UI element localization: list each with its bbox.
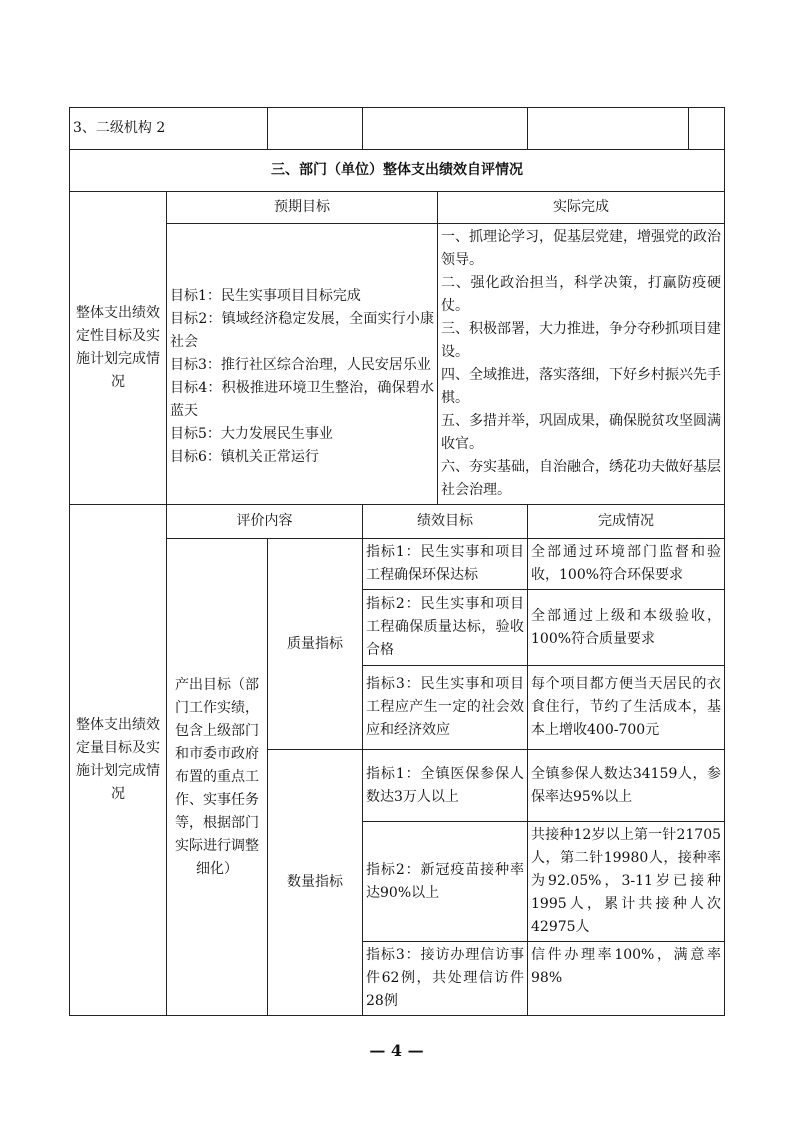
- section-title: 三、部门（单位）整体支出绩效自评情况: [70, 150, 725, 192]
- quality-goal: 指标2：民生实事和项目工程确保质量达标，验收合格: [363, 590, 528, 666]
- quantitative-header-row: [70, 505, 725, 539]
- actual-item: 二、强化政治担当，科学决策，打赢防疫硬仗。: [441, 275, 722, 314]
- page-number: — 4 —: [369, 1041, 424, 1060]
- quantity-status: 共接种12岁以上第一针21705人，第二针19980人，接种率为92.05%，3-11岁已接种1995人，累计共接种人次42975人: [528, 822, 725, 942]
- quantity-goal: 指标2：新冠疫苗接种率达90%以上: [363, 822, 528, 942]
- secondary-org-row: [70, 108, 725, 150]
- quality-status: 全部通过环境部门监督和验收，100%符合环保要求: [528, 539, 725, 590]
- output-goal-label: 产出目标（部门工作实绩，包含上级部门和市委市政府布置的重点工作、实事任务等，根据部门实际进行调整细化）: [167, 539, 268, 1016]
- quantitative-row-label: 整体支出绩效定量目标及实施计划完成情况: [70, 505, 167, 1016]
- actual-completion-cell: [438, 224, 725, 505]
- actual-item: 六、夯实基础，自治融合，绣花功夫做好基层社会治理。: [441, 459, 722, 498]
- quantity-goal: 指标3：接访办理信访事件62例，共处理信访件28例: [363, 942, 528, 1016]
- actual-item: 五、多措并举，巩固成果，确保脱贫攻坚圆满收官。: [441, 413, 722, 452]
- quality-row: [70, 539, 725, 590]
- quantity-status: 信件办理率100%，满意率98%: [528, 942, 725, 1016]
- expected-goal-item: 目标5：大力发展民生事业: [170, 426, 333, 442]
- empty-cell: [689, 108, 725, 150]
- secondary-org-label: 3、二级机构 2: [70, 108, 268, 150]
- expected-goal-item: 目标3：推行社区综合治理，人民安居乐业: [170, 357, 431, 373]
- expected-goal-header: 预期目标: [167, 192, 438, 224]
- eval-content-header: 评价内容: [167, 505, 363, 539]
- actual-item: 一、抓理论学习，促基层党建，增强党的政治领导。: [441, 229, 722, 268]
- quantity-indicator-label: 数量指标: [268, 750, 363, 1016]
- section-title-row: [70, 150, 725, 192]
- actual-completion-header: 实际完成: [438, 192, 725, 224]
- qualitative-row-label: 整体支出绩效定性目标及实施计划完成情况: [70, 192, 167, 505]
- expected-goals-cell: [167, 224, 438, 505]
- quantity-status: 全镇参保人数达34159人，参保率达95%以上: [528, 750, 725, 822]
- expected-goal-item: 目标4：积极推进环境卫生整治，确保碧水蓝天: [170, 380, 435, 419]
- qualitative-header-row: [70, 192, 725, 224]
- quality-goal: 指标3：民生实事和项目工程应产生一定的社会效应和经济效应: [363, 666, 528, 750]
- expected-goal-item: 目标6：镇机关正常运行: [170, 449, 319, 465]
- performance-table: [69, 107, 725, 1016]
- expected-goal-item: 目标1：民生实事项目目标完成: [170, 288, 361, 304]
- quality-indicator-label: 质量指标: [268, 539, 363, 750]
- actual-item: 三、积极部署，大力推进，争分夺秒抓项目建设。: [441, 321, 722, 360]
- quality-status: 全部通过上级和本级验收，100%符合质量要求: [528, 590, 725, 666]
- quality-goal: 指标1：民生实事和项目工程确保环保达标: [363, 539, 528, 590]
- actual-item: 四、全域推进，落实落细，下好乡村振兴先手棋。: [441, 367, 722, 406]
- empty-cell: [268, 108, 363, 150]
- completion-header: 完成情况: [528, 505, 725, 539]
- qualitative-content-row: [70, 224, 725, 505]
- expected-goal-item: 目标2：镇域经济稳定发展，全面实行小康社会: [170, 311, 435, 350]
- quality-status: 每个项目都方便当天居民的衣食住行，节约了生活成本，基本上增收400-700元: [528, 666, 725, 750]
- perf-goal-header: 绩效目标: [363, 505, 528, 539]
- empty-cell: [528, 108, 689, 150]
- empty-cell: [363, 108, 528, 150]
- quantity-goal: 指标1：全镇医保参保人数达3万人以上: [363, 750, 528, 822]
